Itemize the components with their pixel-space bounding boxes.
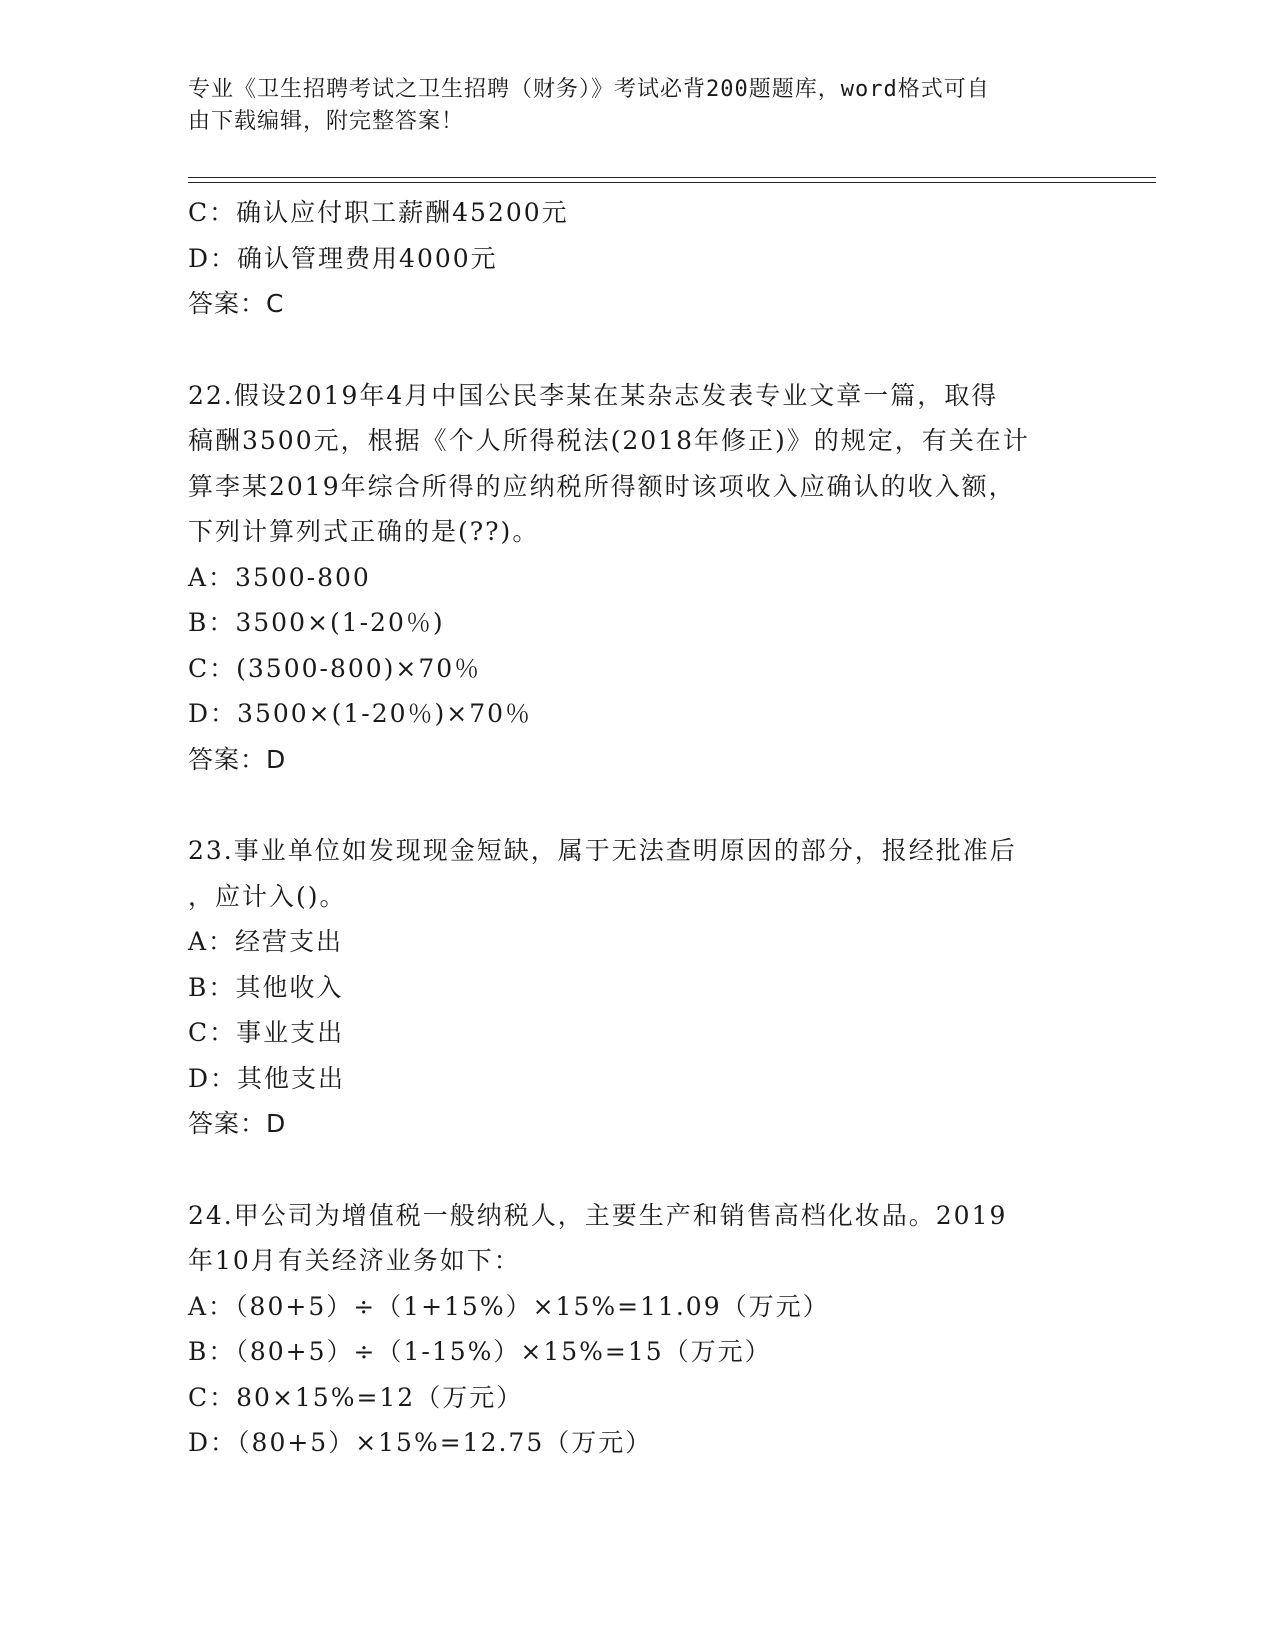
header-divider-bottom	[188, 182, 1156, 183]
q22-option-d: D：3500×(1-20％)×70％	[188, 699, 533, 728]
q22-stem-line-1: 22.假设2019年4月中国公民李某在某杂志发表专业文章一篇，取得	[188, 380, 999, 410]
q22-option-b: B：3500×(1-20％)	[188, 608, 445, 637]
q22-stem-line-3: 算李某2019年综合所得的应纳税所得额时该项收入应确认的收入额，	[188, 471, 1016, 501]
q24-option-a: A：（80+5）÷（1+15%）×15%=11.09（万元）	[188, 1291, 830, 1321]
document-header	[188, 74, 1068, 138]
q21-option-c: C：确认应付职工薪酬45200元	[188, 198, 569, 227]
q24-stem-line-2: 年10月有关经济业务如下：	[188, 1246, 521, 1275]
header-line-1: 专业《卫生招聘考试之卫生招聘（财务）》考试必背200题题库，word格式可自	[188, 77, 990, 102]
q22-stem-line-4: 下列计算列式正确的是(??)。	[188, 517, 540, 546]
q21-option-d: D：确认管理费用4000元	[188, 243, 498, 273]
q22-option-a: A：3500-800	[188, 562, 371, 592]
header-divider-top	[188, 177, 1156, 178]
header-line-2: 由下载编辑，附完整答案！	[188, 109, 465, 134]
q21-answer: 答案：C	[188, 289, 285, 318]
q23-stem-line-2: ，应计入()。	[188, 881, 347, 911]
spacer	[188, 782, 1088, 828]
question-list	[188, 190, 1088, 1466]
q23-option-c: C：事业支出	[188, 1018, 345, 1047]
q23-option-d: D：其他支出	[188, 1063, 346, 1093]
q24-option-b: B：（80+5）÷（1-15%）×15%=15（万元）	[188, 1337, 772, 1366]
q23-option-b: B：其他收入	[188, 972, 344, 1002]
spacer	[188, 1147, 1088, 1193]
q22-answer: 答案：D	[188, 744, 287, 774]
q22-option-c: C：(3500-800)×70％	[188, 653, 482, 683]
spacer	[188, 327, 1088, 373]
q23-answer: 答案：D	[188, 1109, 287, 1138]
q24-option-c: C：80×15%=12（万元）	[188, 1382, 524, 1412]
q24-stem-line-1: 24.甲公司为增值税一般纳税人，主要生产和销售高档化妆品。2019	[188, 1200, 1008, 1230]
q23-option-a: A：经营支出	[188, 927, 344, 956]
q24-option-d: D：（80+5）×15%=12.75（万元）	[188, 1428, 653, 1457]
q23-stem-line-1: 23.事业单位如发现现金短缺，属于无法查明原因的部分，报经批准后	[188, 836, 1017, 865]
q22-stem-line-2: 稿酬3500元，根据《个人所得税法(2018年修正)》的规定，有关在计	[188, 426, 1030, 455]
